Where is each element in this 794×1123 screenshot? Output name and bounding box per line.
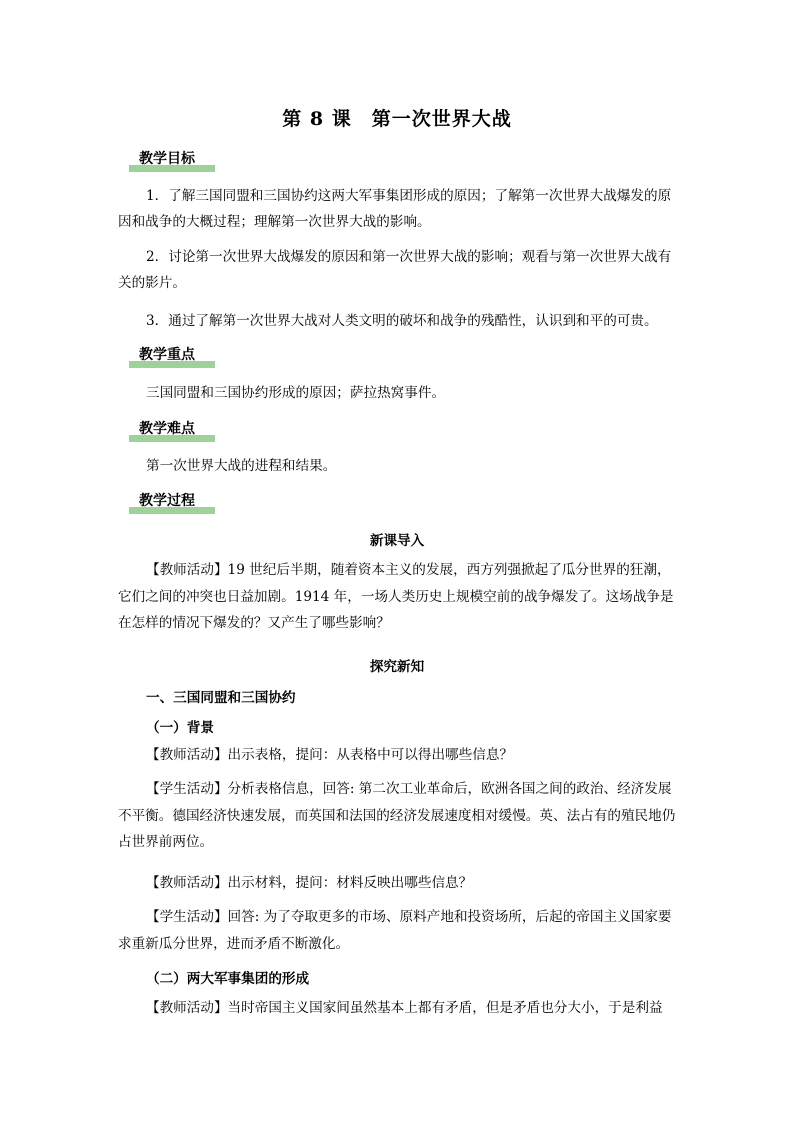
- sub1-heading: （一）背景: [146, 720, 214, 736]
- section-label: 教学难点: [139, 421, 195, 437]
- section-heading-key-points: [129, 346, 215, 368]
- explore-heading: 探究新知: [369, 659, 425, 675]
- section-heading-difficulties: [129, 420, 215, 442]
- section-heading-objectives: [129, 150, 215, 172]
- part1-heading: 一、三国同盟和三国协约: [146, 690, 296, 706]
- paragraph-student-2: 【学生活动】回答: 为了夺取更多的市场、原料产地和投资场所，后起的帝国主义国家要求重新瓜分世界，进而矛盾不断激化。: [118, 909, 672, 952]
- objective-item-1: 1．了解三国同盟和三国协约这两大军事集团形成的原因；了解第一次世界大战爆发的原因和战争的大概过程；理解第一次世界大战的影响。: [118, 188, 672, 230]
- page-title: 第 8 课 第一次世界大战: [282, 108, 512, 130]
- paragraph-teacher-3: 【教师活动】当时帝国主义国家间虽然基本上都有矛盾，但是矛盾也分大小，于是利益: [146, 1000, 663, 1016]
- intro-heading: 新课导入: [369, 533, 425, 549]
- section-label: 教学目标: [139, 151, 195, 167]
- paragraph-teacher-1: 【教师活动】出示表格，提问：从表格中可以得出哪些信息？: [146, 747, 514, 763]
- difficulties-text: 第一次世界大战的进程和结果。: [146, 458, 337, 474]
- key-points-text: 三国同盟和三国协约形成的原因；萨拉热窝事件。: [146, 385, 446, 401]
- section-label: 教学重点: [139, 347, 195, 363]
- sub2-heading: （二）两大军事集团的形成: [146, 971, 310, 987]
- paragraph-teacher-2: 【教师活动】出示材料，提问：材料反映出哪些信息？: [146, 875, 473, 891]
- objective-item-3: 3．通过了解第一次世界大战对人类文明的破坏和战争的残酷性，认识到和平的可贵。: [146, 313, 658, 329]
- paragraph-student-1: 【学生活动】分析表格信息，回答: 第二次工业革命后，欧洲各国之间的政治、经济发展不平衡。德国经济快速发展，而英国和法国的经济发展速度相对缓慢。英、法占有的殖民地仍占世界前两位。: [118, 781, 676, 850]
- section-label: 教学过程: [139, 493, 195, 509]
- objective-item-2: 2．讨论第一次世界大战爆发的原因和第一次世界大战的影响；观看与第一次世界大战有关的影片。: [118, 249, 672, 291]
- intro-paragraph: 【教师活动】19 世纪后半期，随着资本主义的发展，西方列强掀起了瓜分世界的狂潮，它们之间的冲突也日益加剧。1914 年，一场人类历史上规模空前的战争爆发了。这场战争是在怎样的情况下爆发的？又产生了哪些影响？: [118, 562, 674, 631]
- section-heading-process: [129, 492, 215, 514]
